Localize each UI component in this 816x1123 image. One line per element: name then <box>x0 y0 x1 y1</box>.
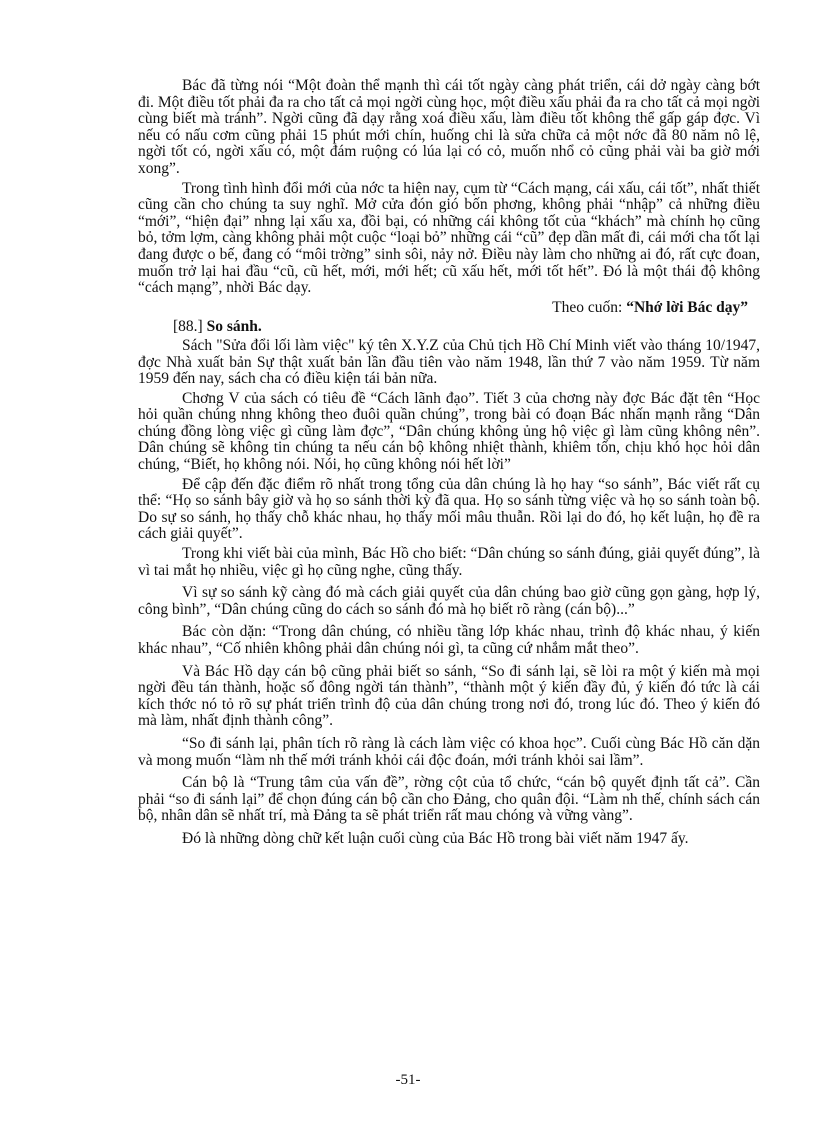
paragraph: Cán bộ là “Trung tâm của vấn đề”, rờng cột của tổ chức, “cán bộ quyết định tất cả”. Cần phải “so đi sánh lại” để chọn đúng cán bộ cần cho Đảng, cho quân đội. “Làm nh thế, chính sách cán bộ, nhân dân sẽ nhất trí, mà Đảng ta sẽ phát triển rất mau chóng và vững vàng”. <box>138 774 760 825</box>
paragraph: Bác còn dặn: “Trong dân chúng, có nhiều tầng lớp khác nhau, trình độ khác nhau, ý kiến khác nhau”, “Cố nhiên không phải dân chúng nói gì, ta cũng cứ nhắm mắt theo”. <box>138 623 760 657</box>
paragraph: Sách "Sửa đổi lối làm việc" ký tên X.Y.Z của Chủ tịch Hồ Chí Minh viết vào tháng 10/1947, đợc Nhà xuất bản Sự thật xuất bản lần đầu tiên vào năm 1948, lần thứ 7 vào năm 1959. Từ năm 1959 đến nay, sách cha có điều kiện tái bản nữa. <box>138 336 760 388</box>
paragraph: “So đi sánh lại, phân tích rõ ràng là cách làm việc có khoa học”. Cuối cùng Bác Hồ căn dặn và mong muốn “làm nh thế mới tránh khỏi cái độc đoán, mới tránh khỏi sai lầm”. <box>138 734 760 769</box>
page-number: -51- <box>395 1072 421 1088</box>
paragraph: Trong khi viết bài của mình, Bác Hồ cho biết: “Dân chúng so sánh đúng, giải quyết đúng”, là vì tai mắt họ nhiều, việc gì họ cũng nghe, cũng thấy. <box>138 545 760 579</box>
section-number: [88.] <box>173 318 203 336</box>
paragraph: Vì sự so sánh kỹ càng đó mà cách giải quyết của dân chúng bao giờ cũng gọn gàng, hợp lý, công bình”, “Dân chúng cũng do cách so sánh đó mà họ biết rõ ràng (cán bộ)...” <box>138 584 760 618</box>
paragraph: Để cập đến đặc điểm rõ nhất trong tổng của dân chúng là họ hay “so sánh”, Bác viết rất cụ thể: “Họ so sánh bây giờ và họ so sánh thời kỳ đã qua. Họ so sánh từng việc và họ so sánh toàn bộ. Do sự so sánh, họ thấy chỗ khác nhau, họ thấy mối mâu thuẫn. Rồi lại do đó, họ kết luận, họ đề ra cách giải quyết”. <box>138 475 760 543</box>
paragraph: Và Bác Hồ dạy cán bộ cũng phải biết so sánh, “So đi sánh lại, sẽ lòi ra một ý kiến mà mọi ngời đều tán thành, hoặc số đông ngời tán thành”, “thành một ý kiến đầy đủ, ý kiến đó tức là cái kích thớc nó tỏ rõ sự phát triển trình độ của dân chúng trong nơi đó, trong lúc đó. Theo ý kiến đó mà làm, nhất định thành công”. <box>138 662 760 730</box>
source-title: “Nhớ lời Bác dạy” <box>626 298 748 316</box>
paragraph: Bác đã từng nói “Một đoàn thể mạnh thì cái tốt ngày càng phát triển, cái dở ngày càng bớt đi. Một điều tốt phải đa ra cho tất cả mọi ngời cùng học, một điều xấu phải đa ra cho tất cả mọi ngời cùng biết mà tránh”. Ngời cũng đã dạy rằng xoá điều xấu, làm điều tốt không thể gấp gáp đợc. Vì nếu có nấu cơm cũng phải 15 phút mới chín, huống chi là sửa chữa cả một nớc đã 80 năm nô lệ, ngời tốt có, ngời xấu có, một đám ruộng có lúa lại có cỏ, muốn nhổ cỏ cũng phải vài ba giờ mới xong”. <box>138 77 760 177</box>
paragraph: Trong tình hình đổi mới của nớc ta hiện nay, cụm từ “Cách mạng, cái xấu, cái tốt”, nhất thiết cũng cần cho chúng ta suy nghĩ. Mở cửa đón gió bốn phơng, không phải “nhập” cả những điều “mới”, “hiện đại” nhng lại xấu xa, đồi bại, có những cái không tốt của “khách” mà chính họ cũng bỏ, tởm lợm, càng không phải một cuộc “loại bỏ” những cái “cũ” đẹp dần mất đi, cái mới cha tốt lại đang được o bế, đang có “môi trờng” sinh sôi, nảy nở. Điều này làm cho những ai đó, rất cực đoan, muốn trở lại hai đầu “cũ, cũ hết, mới, mới hết; cũ xấu hết, mới tốt hết”. Đó là một thái độ không “cách mạng”, nhời Bác dạy. <box>138 179 760 297</box>
source-prefix: Theo cuốn: <box>552 298 627 316</box>
section-title: So sánh. <box>206 318 262 336</box>
document-page <box>138 78 760 854</box>
paragraph: Chơng V của sách có tiêu đề “Cách lãnh đạo”. Tiết 3 của chơng này đợc Bác đặt tên “Học hỏi quần chúng nhng không theo đuôi quần chúng”, trong bài có đoạn Bác nhấn mạnh rằng “Dân chúng đồng lòng việc gì cũng làm đợc”, “Dân chúng không ủng hộ việc gì làm cũng không nên”. Dân chúng sẽ không tin chúng ta nếu cán bộ không nhiệt thành, khiêm tốn, chịu khó học hỏi dân chúng, “Biết, họ không nói. Nói, họ cũng không nói hết lời” <box>138 389 760 474</box>
paragraph: Đó là những dòng chữ kết luận cuối cùng của Bác Hồ trong bài viết năm 1947 ấy. <box>182 829 689 847</box>
source-citation <box>138 300 748 317</box>
section-heading <box>138 319 760 336</box>
